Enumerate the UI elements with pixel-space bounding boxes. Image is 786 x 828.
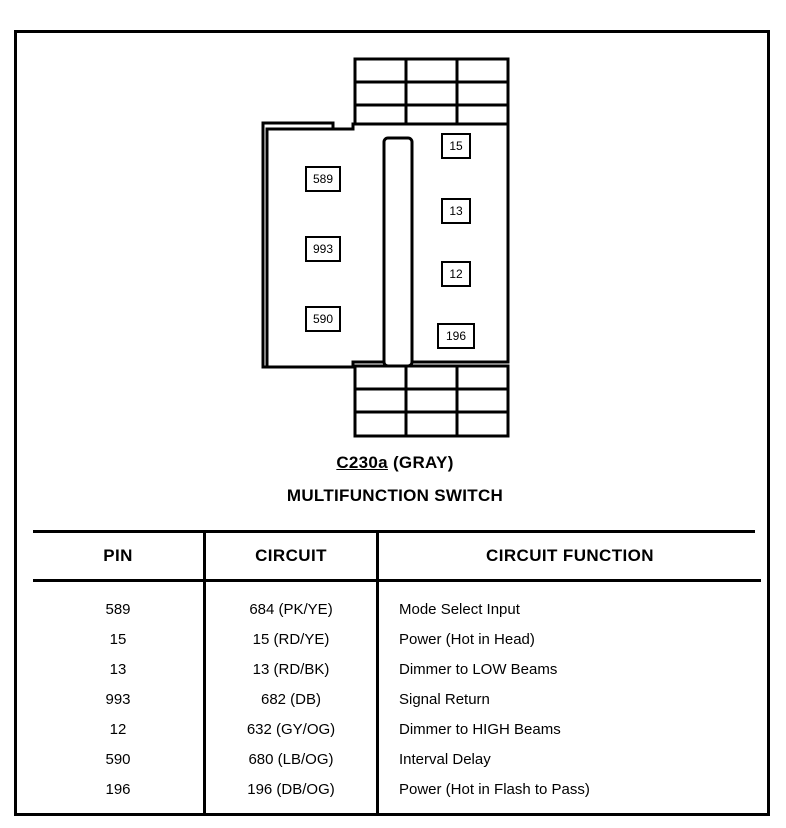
header-circuit: CIRCUIT <box>205 533 378 581</box>
cell-pin: 13 <box>33 654 205 684</box>
cell-pin: 12 <box>33 714 205 744</box>
table-row <box>33 774 761 814</box>
table-row <box>33 654 761 684</box>
connector-caption <box>17 453 773 506</box>
header-circuit-function: CIRCUIT FUNCTION <box>378 533 762 581</box>
diagram-page-frame <box>14 30 770 816</box>
connector-outline-svg <box>17 33 773 453</box>
cell-circuit: 632 (GY/OG) <box>205 714 378 744</box>
connector-id <box>17 453 773 473</box>
cell-circuit: 684 (PK/YE) <box>205 581 378 625</box>
cell-function: Interval Delay <box>399 750 491 768</box>
cell-circuit: 15 (RD/YE) <box>205 624 378 654</box>
pin-callout-15: 15 <box>441 133 471 159</box>
cell-circuit: 13 (RD/BK) <box>205 654 378 684</box>
cell-pin: 589 <box>33 581 205 625</box>
cell-circuit: 682 (DB) <box>205 684 378 714</box>
cell-pin: 993 <box>33 684 205 714</box>
pin-callout-589: 589 <box>305 166 341 192</box>
connector-id-color: (GRAY) <box>387 453 454 472</box>
pin-callout-590: 590 <box>305 306 341 332</box>
pin-table <box>33 533 761 814</box>
connector-name: MULTIFUNCTION SWITCH <box>286 486 504 505</box>
cell-function: Power (Hot in Flash to Pass) <box>399 780 590 798</box>
table-row <box>33 744 761 774</box>
table-row <box>33 714 761 744</box>
cell-circuit: 196 (DB/OG) <box>205 774 378 814</box>
pin-callout-196: 196 <box>437 323 475 349</box>
cell-pin: 196 <box>33 774 205 814</box>
cell-function: Power (Hot in Head) <box>399 630 535 648</box>
cell-pin: 15 <box>33 624 205 654</box>
cell-function: Dimmer to LOW Beams <box>399 660 558 678</box>
connector-id-code: C230a <box>336 453 388 472</box>
connector-drawing <box>17 33 773 453</box>
pin-callout-12: 12 <box>441 261 471 287</box>
cell-circuit: 680 (LB/OG) <box>205 744 378 774</box>
table-row <box>33 684 761 714</box>
table-row <box>33 624 761 654</box>
pin-callout-13: 13 <box>441 198 471 224</box>
cell-function: Dimmer to HIGH Beams <box>399 720 561 738</box>
table-row <box>33 581 761 625</box>
header-pin: PIN <box>33 533 205 581</box>
table-header-row <box>33 533 761 581</box>
cell-function: Signal Return <box>399 690 490 708</box>
pin-callout-993: 993 <box>305 236 341 262</box>
cell-function: Mode Select Input <box>399 600 520 618</box>
pin-table-container <box>33 530 755 814</box>
cell-pin: 590 <box>33 744 205 774</box>
